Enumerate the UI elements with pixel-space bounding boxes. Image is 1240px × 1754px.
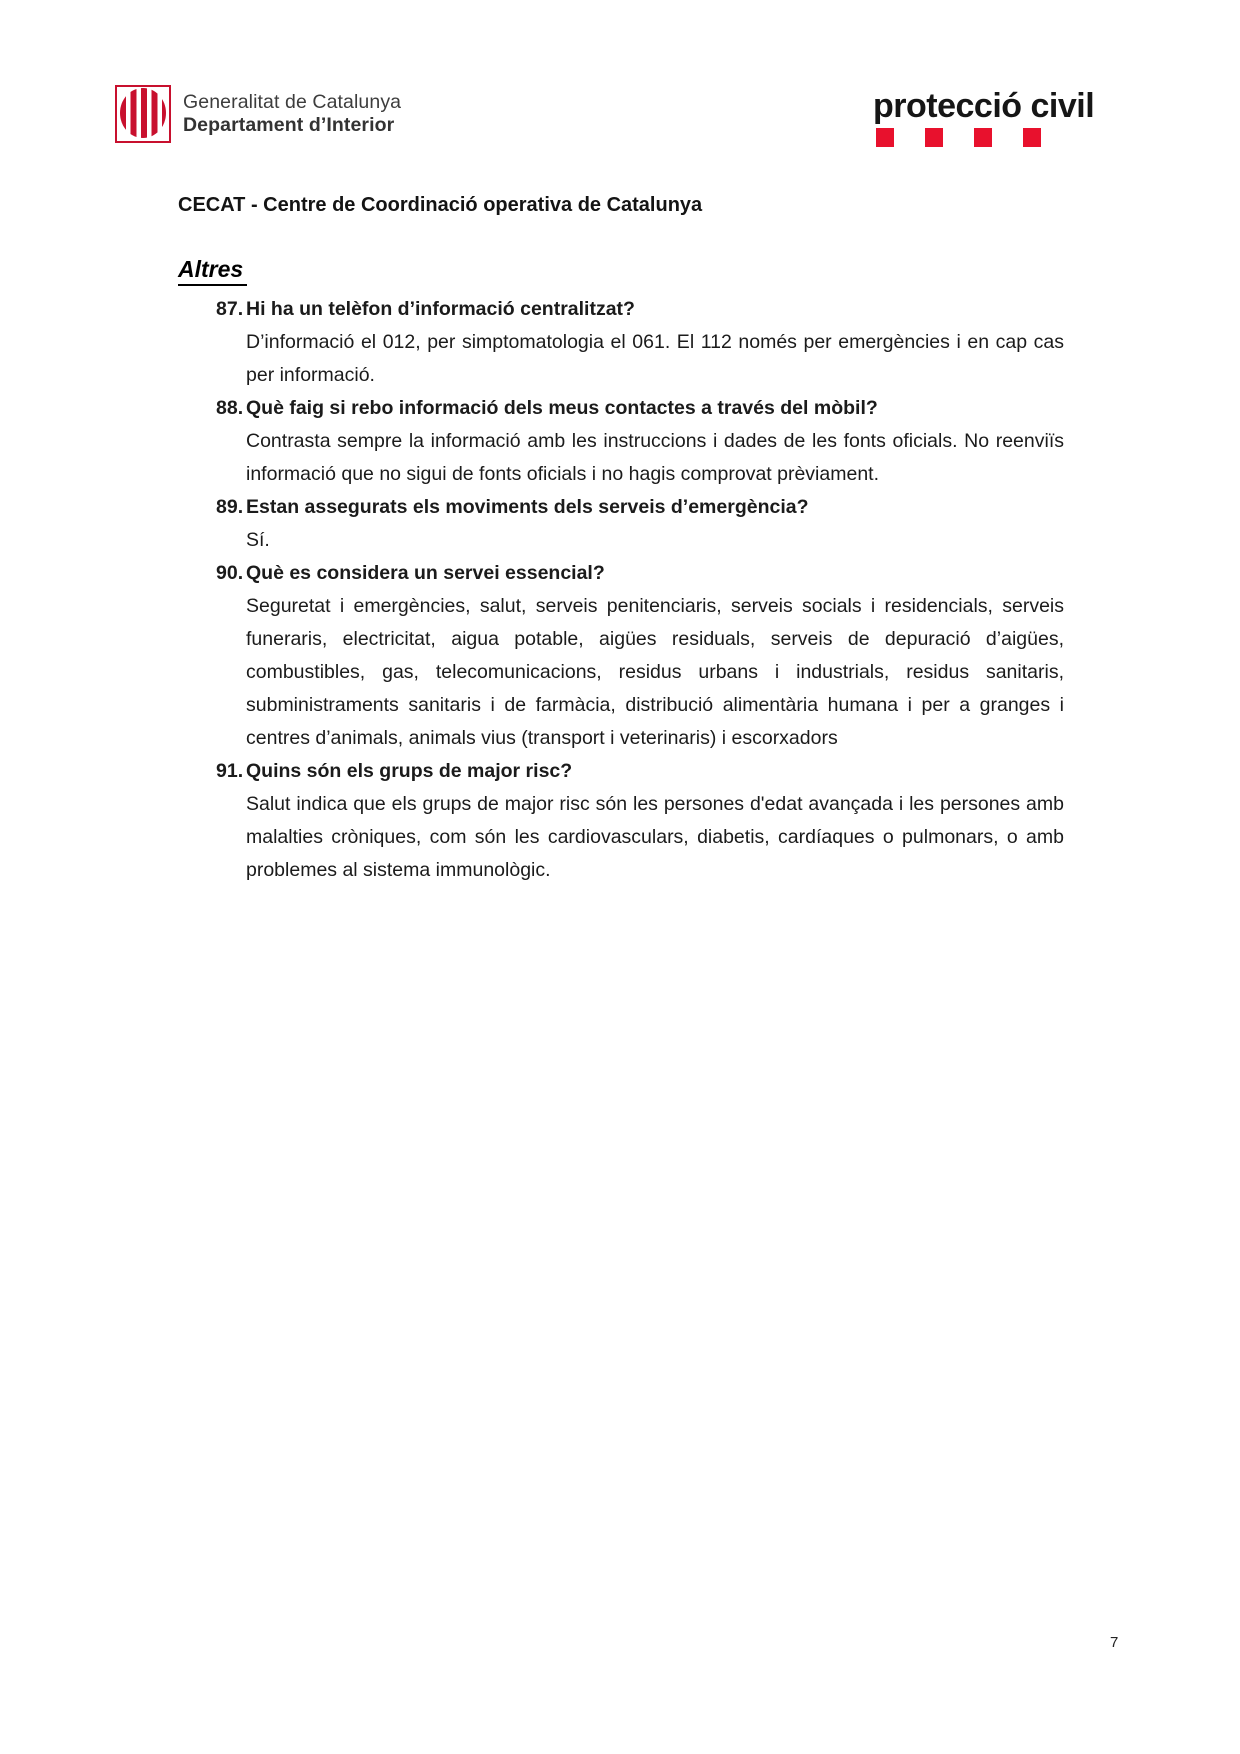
senyera-stripes xyxy=(120,88,166,138)
faq-answer: Contrasta sempre la informació amb les instruccions i dades de les fonts oficials. No reenviïs informació que no sigui de fonts oficials i no hagis comprovat prèviament. xyxy=(246,430,1064,485)
generalitat-name: Generalitat de Catalunya xyxy=(183,91,402,113)
faq-answer: Seguretat i emergències, salut, serveis penitenciaris, serveis socials i residencials, serveis funeraris, electricitat, aigua potable, aigües residuals, serveis de depuració d’aigües, combustibles, gas, telecomunicacions, residus urbans i industrials, residus sanitaris, subministraments sanitaris i de farmàcia, distribució alimentària humana i per a granges i centres d’animals, animals vius (transport i veterinaris) i escorxadors xyxy=(246,595,1064,749)
proteccio-civil-squares xyxy=(876,128,1103,147)
faq-question-row xyxy=(216,755,1064,788)
faq-number: 90. xyxy=(216,562,244,584)
faq-question: Què faig si rebo informació dels meus contactes a través del mòbil? xyxy=(246,397,878,419)
faq-question-row xyxy=(216,557,1064,590)
proteccio-civil-logo xyxy=(873,88,1103,147)
faq-list xyxy=(216,293,1064,887)
faq-item xyxy=(216,293,1064,392)
faq-question: Què es considera un servei essencial? xyxy=(246,562,605,584)
faq-number: 87. xyxy=(216,298,244,320)
red-square-icon xyxy=(1023,128,1041,147)
faq-answer: D’informació el 012, per simptomatologia el 061. El 112 només per emergències i en cap cas per informació. xyxy=(246,331,1064,386)
page-title: CECAT - Centre de Coordinació operativa de Catalunya xyxy=(178,194,703,216)
faq-question-row xyxy=(216,491,1064,524)
generalitat-logo xyxy=(115,85,401,143)
faq-number: 89. xyxy=(216,496,244,518)
departament-name: Departament d’Interior xyxy=(183,114,395,136)
faq-item xyxy=(216,557,1064,755)
faq-answer: Salut indica que els grups de major risc són les persones d'edat avançada i les persones amb malalties cròniques, com són les cardiovasculars, diabetis, cardíaques o pulmonars, o amb problemes al sistema immunològic. xyxy=(246,793,1064,881)
faq-question: Estan assegurats els moviments dels serveis d’emergència? xyxy=(246,496,809,518)
proteccio-civil-wordmark: protecció civil xyxy=(873,87,1095,125)
faq-question-row xyxy=(216,293,1064,326)
faq-item xyxy=(216,755,1064,887)
red-square-icon xyxy=(876,128,894,147)
faq-number: 88. xyxy=(216,397,244,419)
faq-number: 91. xyxy=(216,760,244,782)
faq-item xyxy=(216,491,1064,557)
faq-item xyxy=(216,392,1064,491)
faq-answer: Sí. xyxy=(246,529,270,551)
red-square-icon xyxy=(974,128,992,147)
section-heading xyxy=(178,256,247,286)
faq-question-row xyxy=(216,392,1064,425)
red-square-icon xyxy=(925,128,943,147)
senyera-emblem-icon xyxy=(115,85,171,143)
page-number: 7 xyxy=(1110,1634,1119,1651)
faq-question: Quins són els grups de major risc? xyxy=(246,760,573,782)
faq-question: Hi ha un telèfon d’informació centralitzat? xyxy=(246,298,635,320)
section-heading-text: Altres xyxy=(178,256,247,286)
generalitat-logo-text xyxy=(183,91,401,137)
